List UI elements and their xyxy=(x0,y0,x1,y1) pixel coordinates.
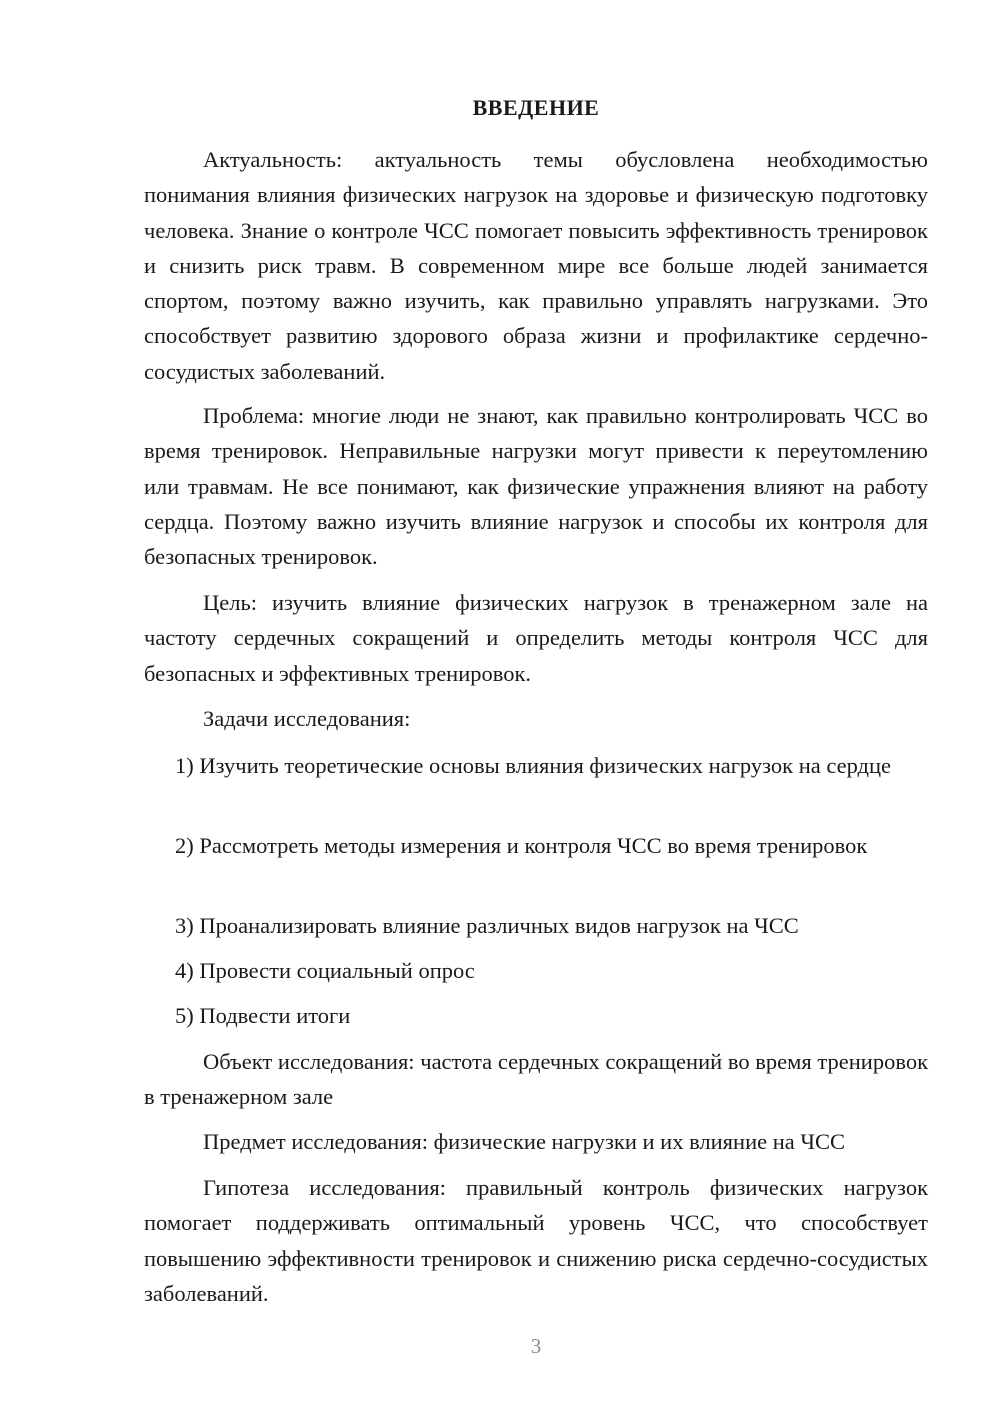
tasks-title: Задачи исследования: xyxy=(203,706,411,731)
task-item-5: 5) Подвести итоги xyxy=(175,1003,351,1028)
section-heading: ВВЕДЕНИЕ xyxy=(472,95,600,120)
task-item-2: 2) Рассмотреть методы измерения и контроля ЧСС во время тренировок xyxy=(175,833,868,858)
relevance-paragraph: Актуальность: актуальность темы обусловлена необходимостью понимания влияния физических нагрузок на здоровье и физическую подготовку человека. Знание о контроле ЧСС помогает повысить эффективность тренировок и снизить риск травм. В современном мире все больше людей занимается спортом, поэтому важно изучить, как правильно управлять нагрузками. Это способствует развитию здорового образа жизни и профилактике сердечно-сосудистых заболеваний. xyxy=(144,147,928,384)
goal-paragraph: Цель: изучить влияние физических нагрузок в тренажерном зале на частоту сердечных сокращений и определить методы контроля ЧСС для безопасных и эффективных тренировок. xyxy=(144,590,928,686)
task-item-1: 1) Изучить теоретические основы влияния физических нагрузок на сердце xyxy=(175,753,892,778)
problem-paragraph: Проблема: многие люди не знают, как правильно контролировать ЧСС во время тренировок. Неправильные нагрузки могут привести к переутомлению или травмам. Не все понимают, как физические упражнения влияют на работу сердца. Поэтому важно изучить влияние нагрузок и способы их контроля для безопасных тренировок. xyxy=(144,403,928,570)
page-number: 3 xyxy=(530,1334,542,1358)
hypothesis-paragraph: Гипотеза исследования: правильный контроль физических нагрузок помогает поддерживать оптимальный уровень ЧСС, что способствует повышению эффективности тренировок и снижению риска сердечно-сосудистых заболеваний. xyxy=(144,1175,928,1306)
task-item-3: 3) Проанализировать влияние различных видов нагрузок на ЧСС xyxy=(175,913,799,938)
object-paragraph: Объект исследования: частота сердечных сокращений во время тренировок в тренажерном зале xyxy=(144,1049,928,1110)
subject-paragraph: Предмет исследования: физические нагрузки и их влияние на ЧСС xyxy=(203,1129,846,1154)
task-item-4: 4) Провести социальный опрос xyxy=(175,958,475,983)
